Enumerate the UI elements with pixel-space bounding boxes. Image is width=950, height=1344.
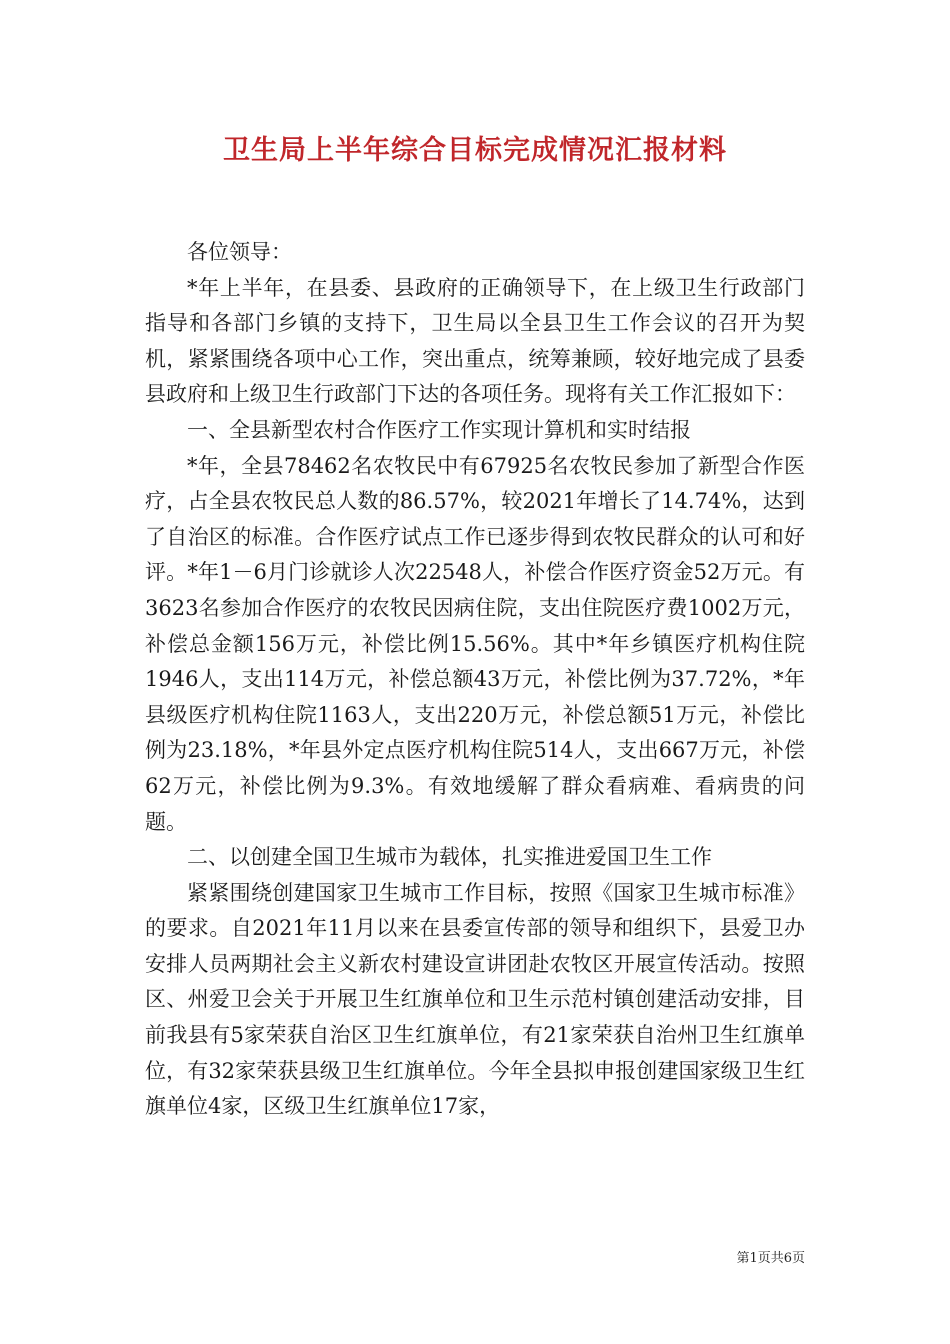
page-number: 第1页共6页 bbox=[736, 1251, 805, 1266]
section-heading-1: 一、全县新型农村合作医疗工作实现计算机和实时结报 bbox=[187, 417, 691, 442]
greeting: 各位领导： bbox=[187, 240, 292, 264]
document-body bbox=[145, 235, 805, 1125]
section-heading-2: 二、以创建全国卫生城市为载体，扎实推进爱国卫生工作 bbox=[187, 845, 712, 870]
paragraph-section-1: *年，全县78462名农牧民中有67925名农牧民参加了新型合作医疗，占全县农牧民总人数的86.57%，较2021年增长了14.74%，达到了自治区的标准。合作医疗试点工作已逐步得到农牧民群众的认可和好评。*年1－6月门诊就诊人次22548人，补偿合作医疗资金52万元。有3623名参加合作医疗的农牧民因病住院，支出住院医疗费1002万元，补偿总金额156万元，补偿比例15.56%。其中*年乡镇医疗机构住院1946人，支出114万元，补偿总额43万元，补偿比例为37.72%，*年县级医疗机构住院1163人，支出220万元，补偿总额51万元，补偿比例为23.18%，*年县外定点医疗机构住院514人，支出667万元，补偿62万元，补偿比例为9.3%。有效地缓解了群众看病难、看病贵的问题。 bbox=[145, 453, 805, 834]
paragraph-section-2: 紧紧围绕创建国家卫生城市工作目标，按照《国家卫生城市标准》的要求。自2021年11月以来在县委宣传部的领导和组织下，县爱卫办安排人员两期社会主义新农村建设宣讲团赴农牧区开展宣传活动。按照区、州爱卫会关于开展卫生红旗单位和卫生示范村镇创建活动安排，目前我县有5家荣获自治区卫生红旗单位，有21家荣获自治州卫生红旗单位，有32家荣获县级卫生红旗单位。今年全县拟申报创建国家级卫生红旗单位4家，区级卫生红旗单位17家， bbox=[145, 880, 805, 1119]
paragraph-intro: *年上半年，在县委、县政府的正确领导下，在上级卫生行政部门指导和各部门乡镇的支持下，卫生局以全县卫生工作会议的召开为契机，紧紧围绕各项中心工作，突出重点，统筹兼顾，较好地完成了县委县政府和上级卫生行政部门下达的各项任务。现将有关工作汇报如下： bbox=[145, 275, 805, 407]
document-title: 卫生局上半年综合目标完成情况汇报材料 bbox=[223, 135, 727, 166]
